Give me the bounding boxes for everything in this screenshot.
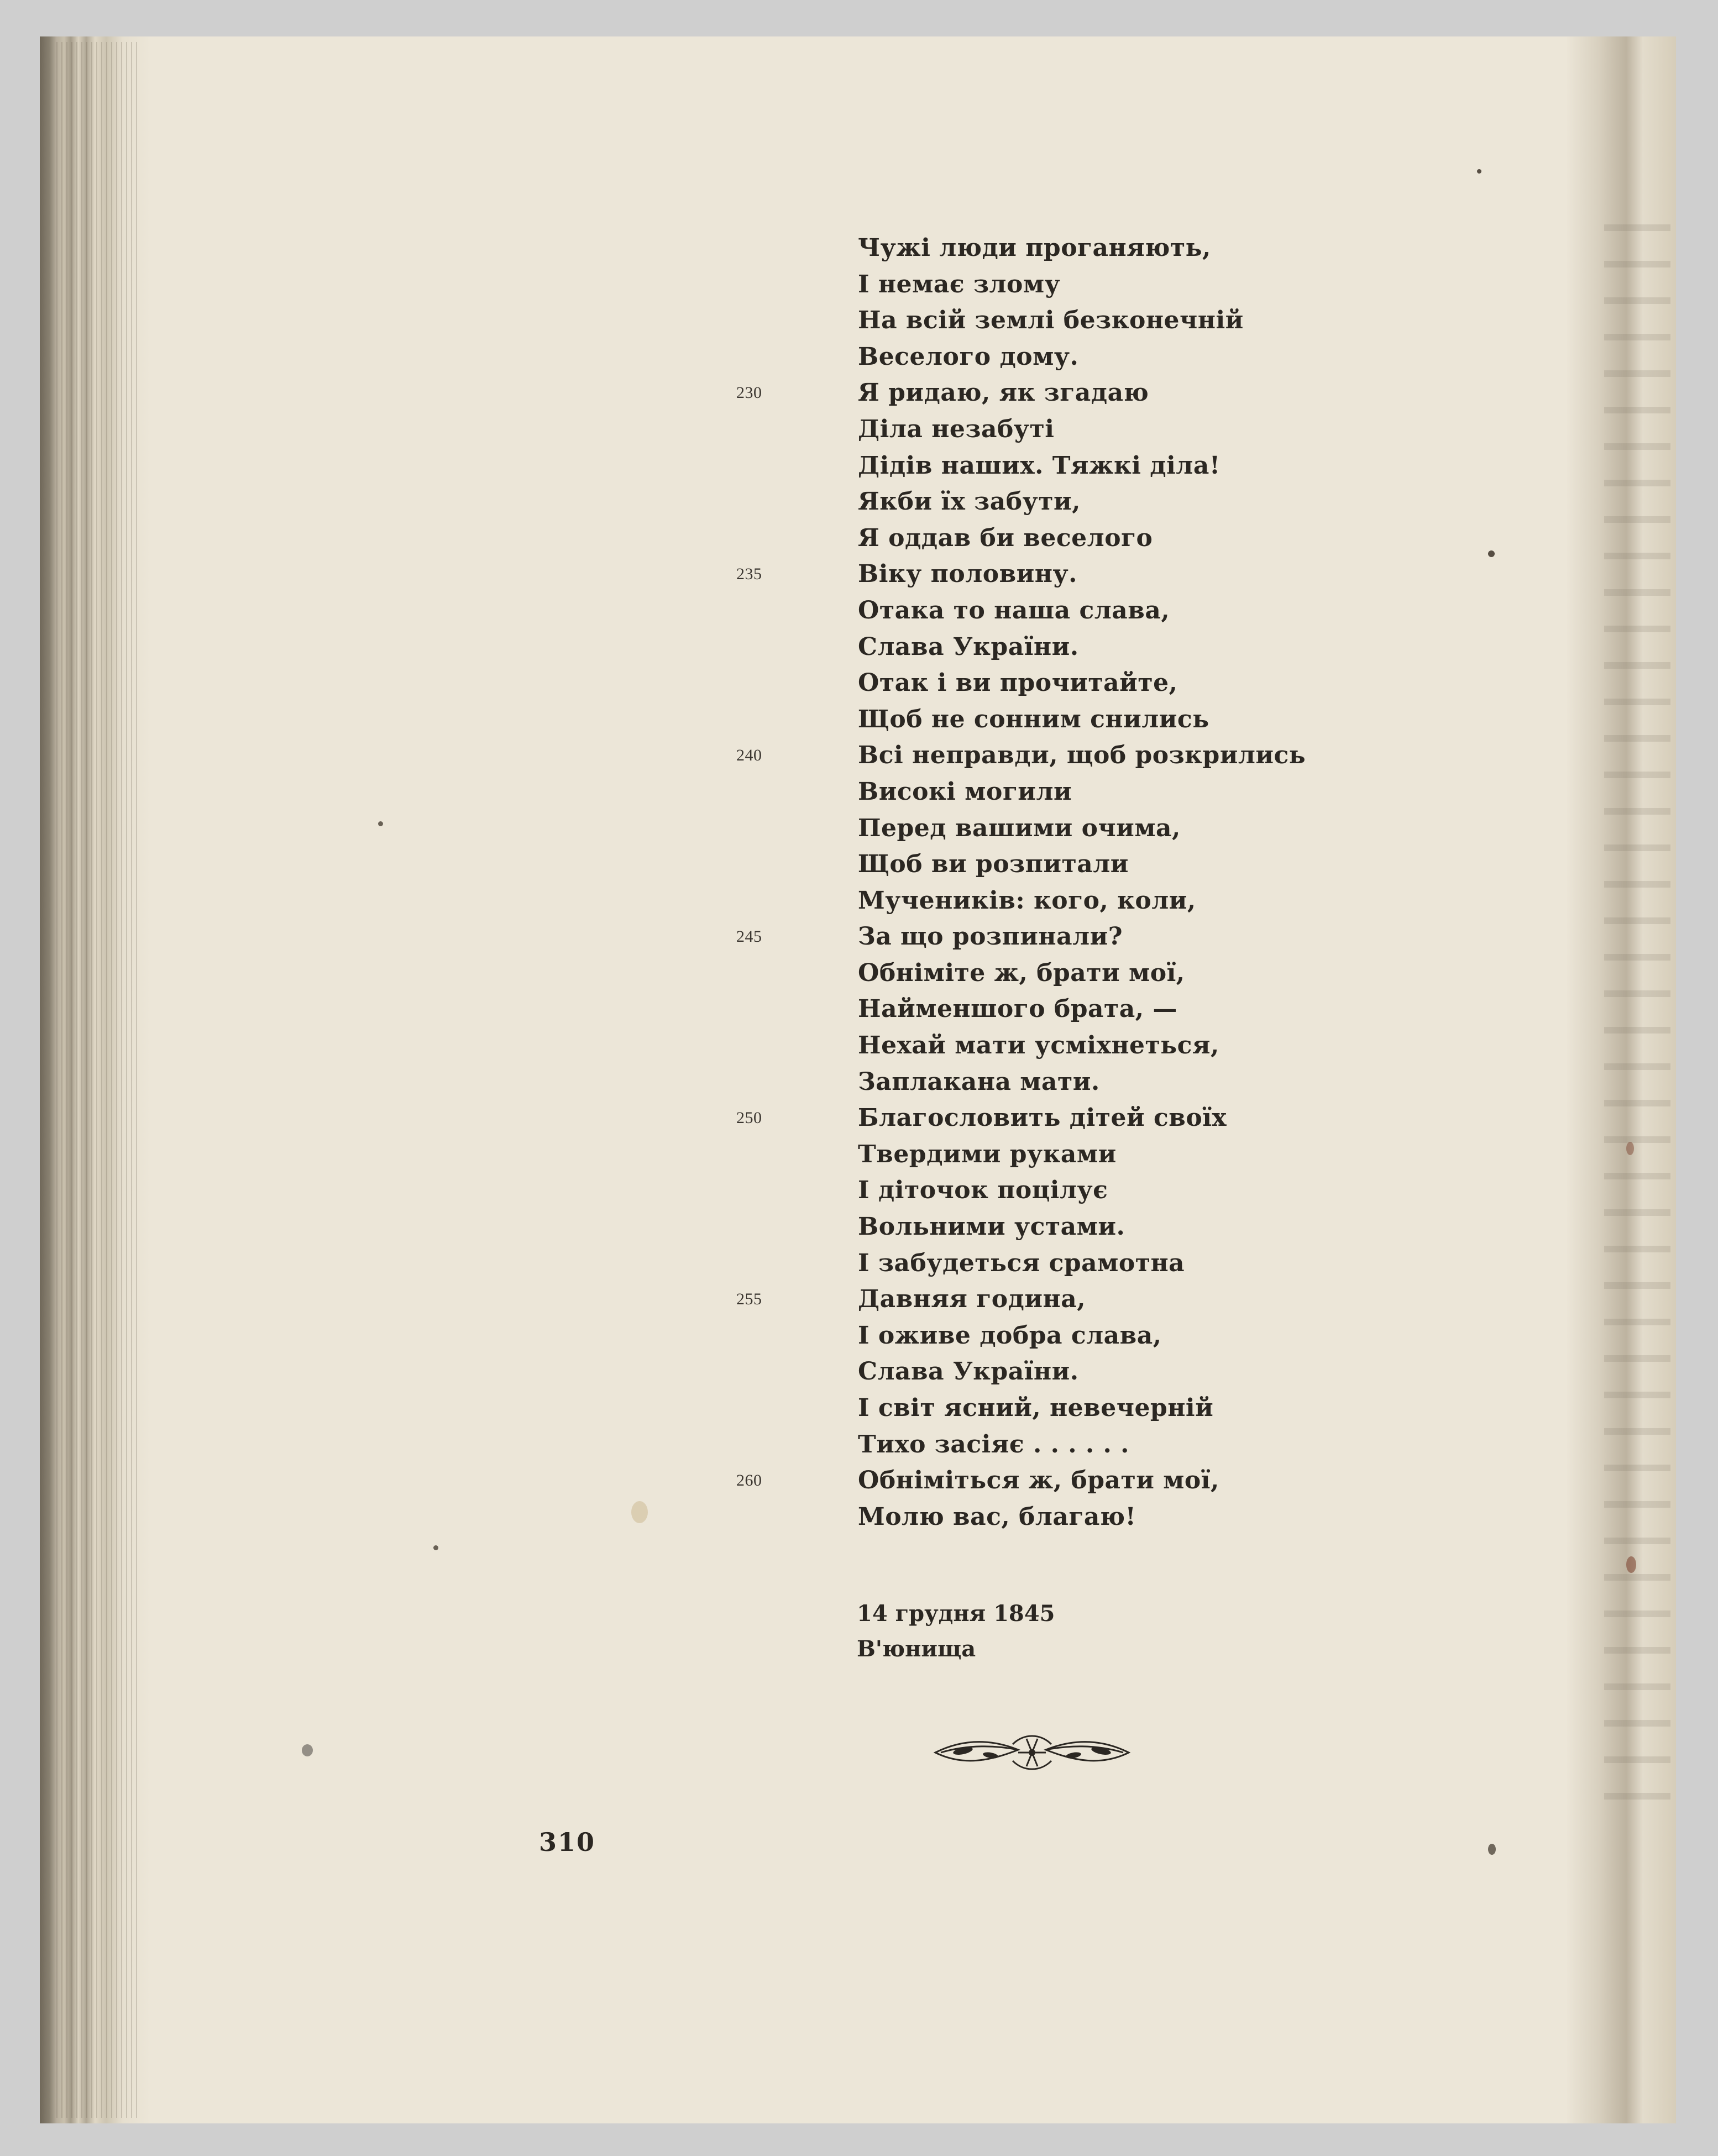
line-text: Слава України.: [858, 632, 1079, 661]
poem-line: [736, 556, 1477, 592]
poem-line: [814, 1136, 1477, 1173]
poem-date: 14 грудня 1845: [857, 1601, 1055, 1627]
foxing-spot: [1488, 1844, 1496, 1855]
line-text: І світ ясний, невечерній: [858, 1394, 1214, 1422]
foxing-spot: [631, 1501, 648, 1523]
line-text: І немає злому: [858, 270, 1061, 298]
poem-line: [814, 448, 1477, 484]
line-text: Отака то наша слава,: [858, 596, 1170, 625]
line-text: Обніміться ж, брати мої,: [858, 1466, 1219, 1495]
poem-line: [736, 1100, 1477, 1136]
line-text: Слава України.: [858, 1357, 1079, 1386]
poem-line: [814, 339, 1477, 375]
line-number: 235: [736, 565, 762, 584]
line-text: Перед вашими очима,: [858, 814, 1181, 842]
line-text: Отак і ви прочитайте,: [858, 669, 1178, 697]
line-number: 245: [736, 927, 762, 946]
poem-line: [814, 1390, 1477, 1426]
leaf-vignette-icon: [930, 1728, 1134, 1777]
poem-line: [814, 991, 1477, 1027]
line-number: 230: [736, 384, 762, 402]
line-number: 250: [736, 1109, 762, 1127]
line-text: І забудеться срамотна: [858, 1249, 1185, 1277]
poem-line: [814, 411, 1477, 448]
foxing-spot: [1626, 1556, 1636, 1573]
line-text: Тихо засіяє . . . . . .: [858, 1430, 1129, 1459]
poem-line: [736, 375, 1477, 411]
line-text: Віку половину.: [858, 560, 1077, 589]
line-text: Високі могили: [858, 777, 1072, 806]
poem: [736, 230, 1477, 1535]
line-text: Щоб ви розпитали: [858, 850, 1129, 879]
poem-line: [814, 484, 1477, 520]
poem-line: [814, 629, 1477, 665]
poem-line: [814, 1027, 1477, 1064]
poem-line: [814, 230, 1477, 266]
line-text: На всій землі безконечній: [858, 306, 1244, 335]
book-page: [40, 36, 1676, 2123]
line-text: Веселого дому.: [858, 342, 1079, 371]
poem-line: [814, 1209, 1477, 1245]
poem-line: [814, 810, 1477, 847]
poem-line: [814, 1318, 1477, 1354]
foxing-spot: [1626, 1142, 1634, 1155]
line-text: Вольними устами.: [858, 1213, 1125, 1241]
poem-line: [736, 1462, 1477, 1499]
line-text: Нехай мати усміхнеться,: [858, 1031, 1219, 1060]
foxing-spot: [378, 821, 383, 826]
line-text: Я оддав би веселого: [858, 523, 1153, 552]
line-text: Всі неправди, щоб розкрились: [858, 741, 1306, 770]
line-text: За що розпинали?: [858, 922, 1123, 951]
line-number: 260: [736, 1471, 762, 1490]
poem-line: [814, 1426, 1477, 1463]
line-text: Якби їх забути,: [858, 487, 1081, 516]
line-text: Діла незабуті: [858, 415, 1055, 443]
foxing-spot: [1477, 169, 1481, 174]
line-text: Молю вас, благаю!: [858, 1502, 1136, 1531]
binding-edge-lines: [56, 42, 139, 2118]
bleed-through-text: [1604, 202, 1670, 1805]
poem-line: [814, 302, 1477, 339]
line-text: І діточок поцілує: [858, 1176, 1108, 1205]
page-number: 310: [539, 1827, 596, 1857]
poem-line: [814, 1245, 1477, 1282]
line-number: 240: [736, 746, 762, 765]
poem-line: [814, 520, 1477, 557]
poem-line: [814, 883, 1477, 919]
next-page-edge: [1565, 36, 1676, 2123]
line-text: Я ридаю, як згадаю: [858, 379, 1149, 407]
foxing-spot: [1488, 550, 1495, 557]
line-number: 255: [736, 1290, 762, 1309]
line-text: Щоб не сонним снились: [858, 705, 1209, 733]
poem-line: [814, 774, 1477, 810]
line-text: Заплакана мати.: [858, 1067, 1100, 1096]
poem-line: [814, 1172, 1477, 1209]
line-text: Чужі люди проганяють,: [858, 234, 1211, 262]
poem-line: [814, 955, 1477, 992]
line-text: Мучеників: кого, коли,: [858, 886, 1196, 915]
poem-line: [814, 701, 1477, 738]
poem-line: [814, 1064, 1477, 1100]
poem-line: [736, 737, 1477, 774]
line-text: Обніміте ж, брати мої,: [858, 958, 1185, 987]
line-text: Дідів наших. Тяжкі діла!: [858, 451, 1221, 480]
page-binding: [40, 36, 150, 2123]
line-text: Твердими руками: [858, 1140, 1117, 1168]
poem-line: [814, 846, 1477, 883]
foxing-spot: [433, 1545, 438, 1550]
poem-place: В'юнища: [857, 1636, 976, 1662]
poem-line: [736, 919, 1477, 955]
foxing-spot: [302, 1744, 313, 1756]
line-text: І оживе добра слава,: [858, 1321, 1162, 1350]
line-text: Найменшого брата, —: [858, 995, 1177, 1024]
poem-line: [814, 266, 1477, 303]
line-text: Благословить дітей своїх: [858, 1104, 1227, 1132]
poem-line: [814, 592, 1477, 629]
poem-line: [814, 1354, 1477, 1390]
poem-line: [736, 1281, 1477, 1318]
poem-line: [814, 1499, 1477, 1535]
line-text: Давняя година,: [858, 1285, 1086, 1314]
poem-line: [814, 665, 1477, 701]
